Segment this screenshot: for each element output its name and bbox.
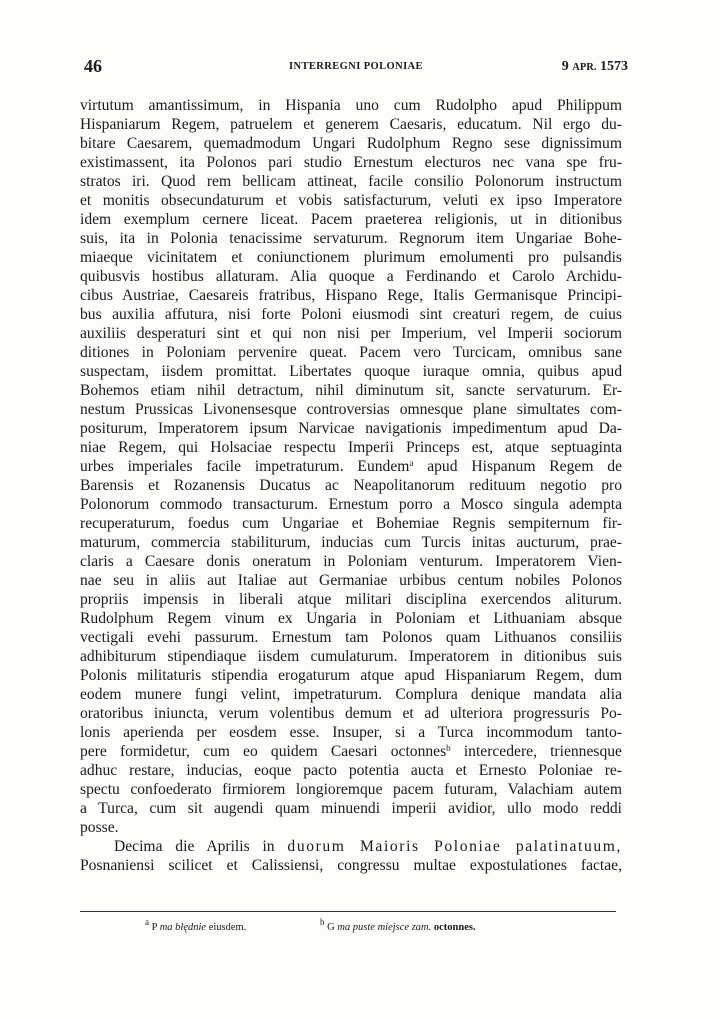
text-line: quibusvis hostibus allaturam. Alia quoque a Ferdinando et Carolo Archidu- [80,268,622,285]
text-line: Hispaniarum Regem, patruelem et generem Caesaris, educatum. Nil ergo du- [80,116,622,133]
paragraph-2-line-2: Posnaniensi scilicet et Calissiensi, congressu multae expostulationes factae, [80,857,622,874]
text-line: recuperaturum, foedus cum Ungariae et Bohemiae Regnis sempiternum fir- [80,515,622,532]
footnote-b: $^b$ G ma puste miejsce zam. octonnes. [320,917,476,933]
text-line-with-note-a: urbes imperiales facile impetraturum. Eundem$^a$ apud Hispanum Regem de [80,458,622,475]
footnote-divider [80,911,616,912]
text-line: virtutum amantissimum, in Hispania uno cum Rudolpho apud Philippum [80,97,622,114]
text-line: vectigali evehi passurum. Ernestum tam Polonos quam Lithuanos consiliis [80,629,622,646]
text-line: Rudolphum Regem vinum ex Ungaria in Poloniam et Lithuaniam absque [80,610,622,627]
text-line-with-note-b: pere formidetur, cum eo quidem Caesari octonnes$^b$ intercedere, triennesque [80,743,622,760]
text-line: bitare Caesarem, quemadmodum Ungari Rudolphum Regno sese dignissimum [80,135,622,152]
text-line: nestum Prussicas Livonensesque controversias omnesque plane simultates com- [80,401,622,418]
text-line: Barensis et Rozanensis Ducatus ac Neapolitanorum redituum negotio pro [80,477,622,494]
footnote-a: $^a$ P ma błędnie eiusdem. [145,917,247,933]
text-line: bus auxilia affutura, nisi forte Poloni eiusmodi sint creaturi regem, de cuius [80,306,622,323]
text-line: posse. [80,819,119,836]
text-line: eodem munere fungi velint, impetraturum. Complura denique mandata alia [80,686,622,703]
text-line: niae Regem, qui Holsaciae respectu Imperii Princeps est, atque septuaginta [80,439,622,456]
page-number: 46 [84,56,102,76]
text-line: Polonis militaturis stipendia erogaturum atque apud Hispaniarum Regem, dum [80,667,622,684]
footnote-marker-b: b [446,743,451,753]
text-line: positurum, Imperatorem ipsum Narvicae navigationis impedimentum apud Da- [80,420,622,437]
text-line: existimassent, ita Polonos pari studio Ernestum electuros nec vana spe fru- [80,154,622,171]
text-line: cibus Austriae, Caesareis fratribus, Hispano Rege, Italis Germanisque Principi- [80,287,622,304]
text-line: nae seu in aliis aut Italiae aut Germaniae urbibus centum nobiles Polonos [80,572,622,589]
paragraph-2-line-1: Decima die Aprilis in duorum Maioris Poloniae palatinatuum, [114,838,622,855]
text-line: Polonorum commodo transacturum. Ernestum porro a Mosco singula adempta [80,496,622,513]
text-line: oratoribus iniuncta, verum volentibus demum et ad ulteriora progressuris Po- [80,705,622,722]
page-header [84,56,628,80]
text-line: idem exemplum cernere liceat. Pacem praeterea religionis, ut in ditionibus [80,211,622,228]
text-line: suis, ita in Polonia tenacissime servaturum. Regnorum item Ungariae Bohe- [80,230,622,247]
text-line: stratos iri. Quod rem bellicam attineat, facile consilio Polonorum instructum [80,173,622,190]
text-line: claris a Caesare donis oneratum in Poloniam venturum. Imperatorem Vien- [80,553,622,570]
text-line: spectu confoederato firmiorem longioremque pacem futuram, Valachiam autem [80,781,622,798]
text-line: adhibiturum stipendiaque iisdem cumulaturum. Imperatorem in ditionibus suis [80,648,622,665]
text-line: et monitis obsecundaturum et vobis satisfacturum, veluti ex ipso Imperatore [80,192,622,209]
text-line: maturum, commercia stabiliturum, inducias cum Turcis initas aucturum, prae- [80,534,622,551]
running-title: INTERREGNI POLONIAE [289,61,423,72]
header-date: 9 APR. 1573 [561,59,628,74]
text-line: Bohemos etiam nihil detractum, nihil diminutum sit, sancte servaturum. Er- [80,382,622,399]
text-line: ditiones in Poloniam pervenire queat. Pacem vero Turcicam, omnibus sane [80,344,622,361]
text-line: adhuc restare, inducias, eoque pacto potentia aucta et Ernesto Poloniae re- [80,762,622,779]
text-line: propriis impensis in liberali atque militari disciplina exercendos aliturum. [80,591,622,608]
text-line: miaeque vicinitatem et coniunctionem plurimum emolumenti pro pulsandis [80,249,622,266]
text-line: a Turca, cum sit augendi quam minuendi imperii avidior, ullo modo reddi [80,800,622,817]
text-line: suspectam, iisdem promittat. Libertates quoque iuraque omnia, quibus apud [80,363,622,380]
text-line: auxiliis desperaturi sint et qui non nisi per Imperium, vel Imperii sociorum [80,325,622,342]
body-text [80,96,622,875]
footnote-marker-a: a [409,458,414,468]
text-line: lonis aperienda per eosdem esse. Insuper, si a Turca incommodum tanto- [80,724,622,741]
